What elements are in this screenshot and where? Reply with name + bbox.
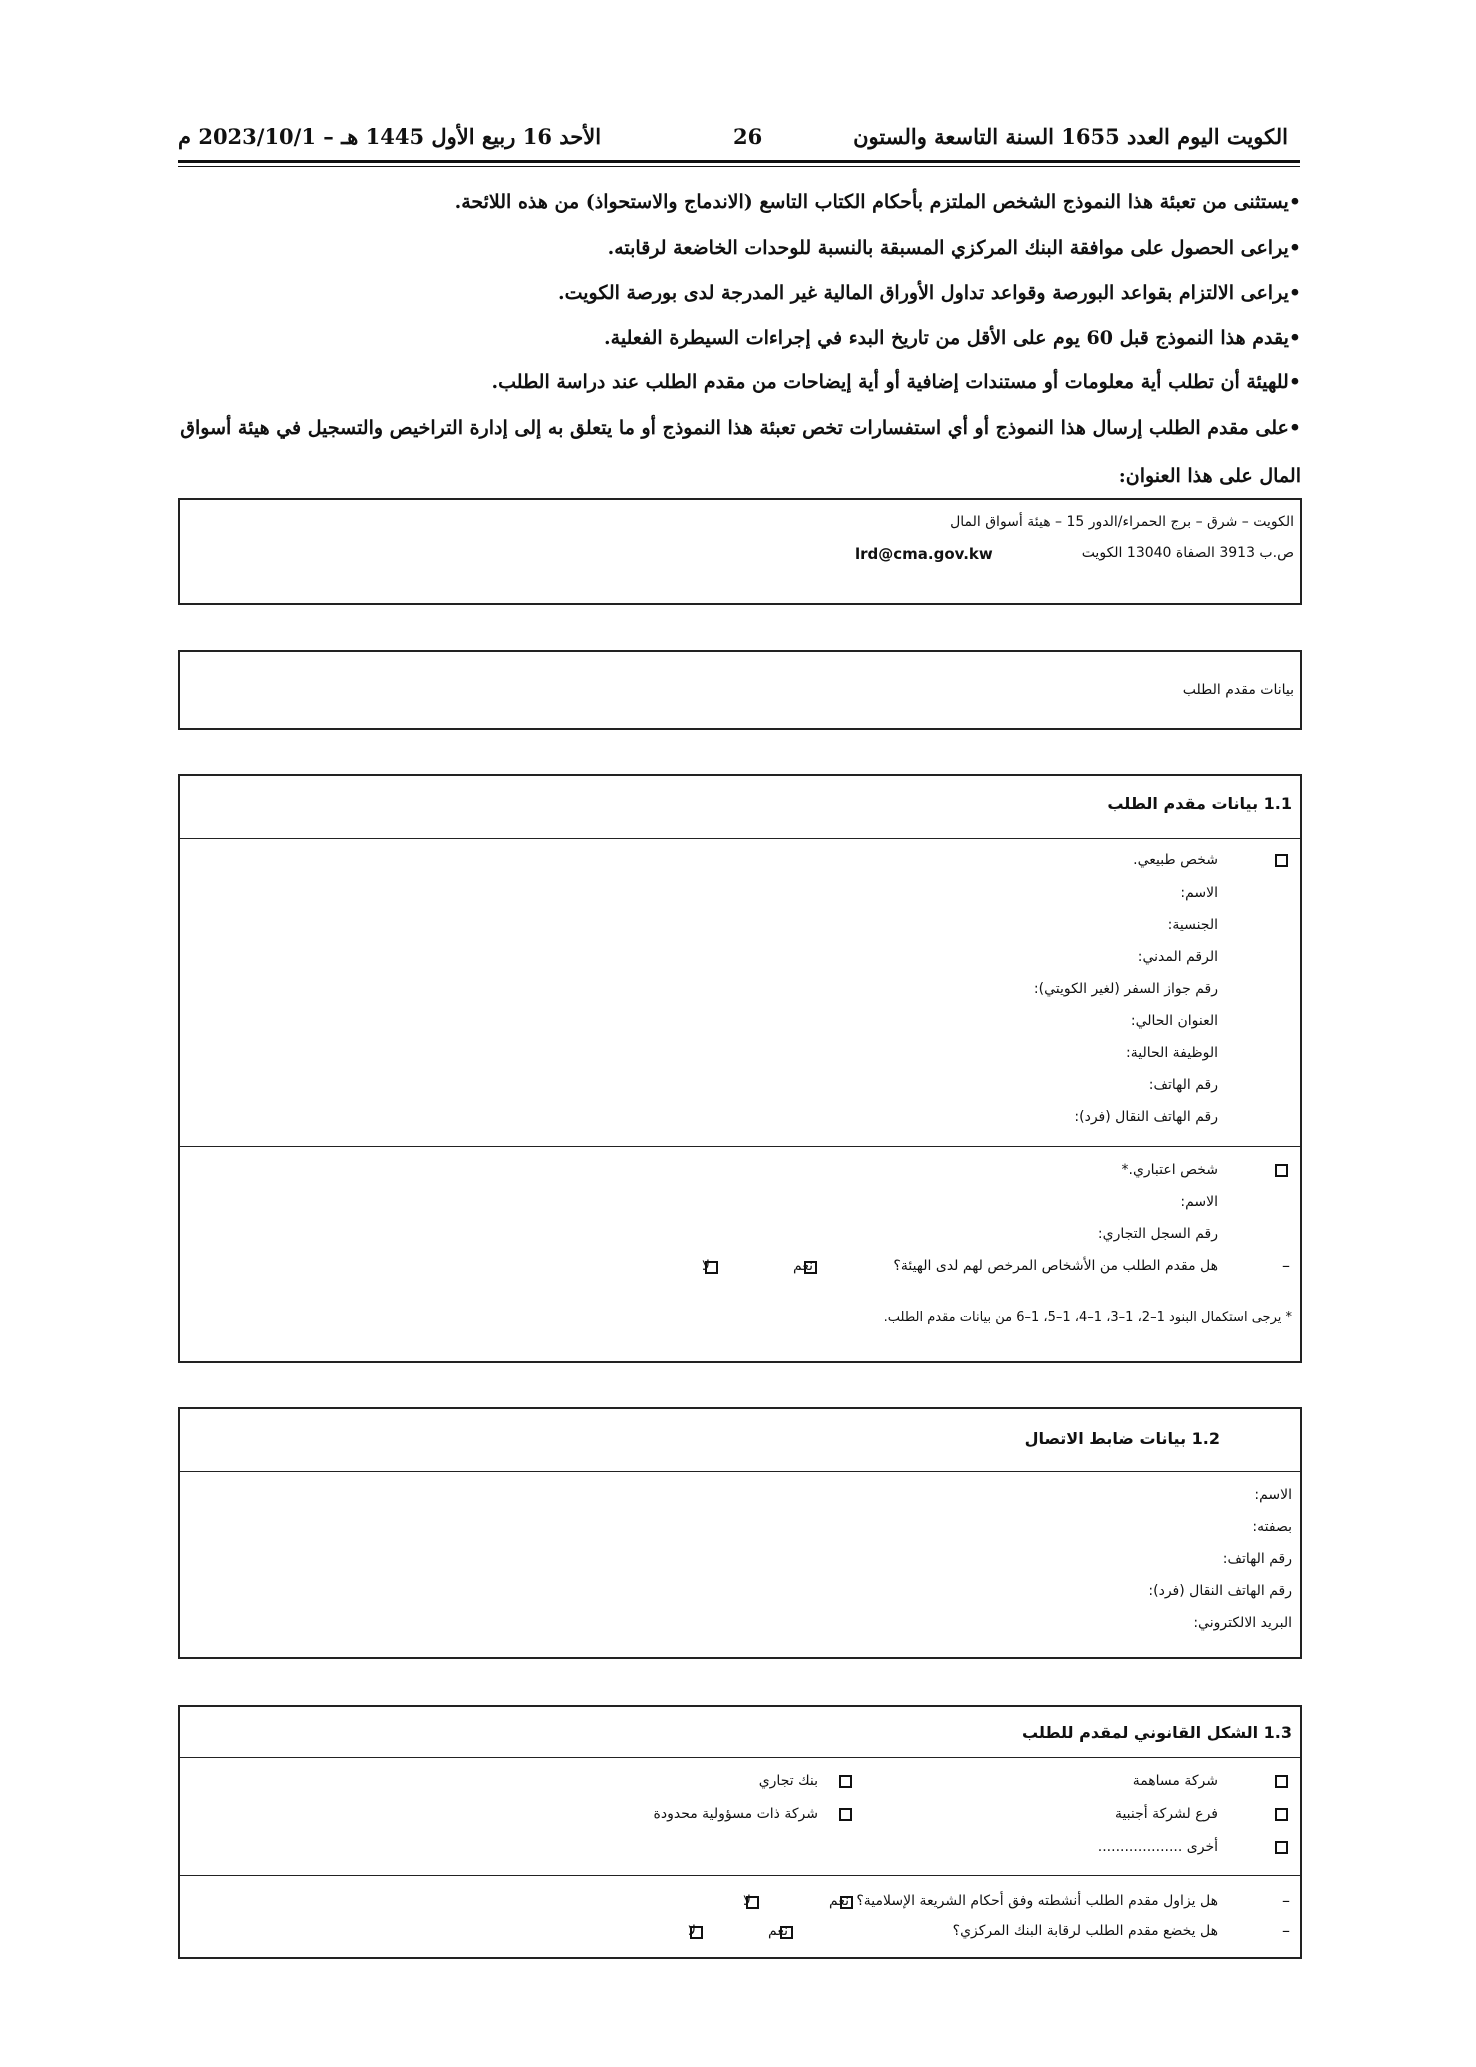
field-phone: رقم الهاتف: — [1148, 1077, 1218, 1093]
note-2: •يراعى الحصول على موافقة البنك المركزي المسبقة بالنسبة للوحدات الخاضعة لرقابته. — [607, 237, 1301, 259]
section-1-1-title: 1.1 بيانات مقدم الطلب — [1107, 794, 1292, 813]
contact-mobile: رقم الهاتف النقال (فرد): — [1148, 1583, 1292, 1599]
contact-name: الاسم: — [1254, 1487, 1292, 1503]
field-address: العنوان الحالي: — [1130, 1013, 1218, 1029]
foreign-branch-label: فرع لشركة أجنبية — [1114, 1806, 1218, 1822]
divider — [180, 1146, 1300, 1147]
llc-label: شركة ذات مسؤولية محدودة — [653, 1806, 818, 1822]
issue-date: الأحد 16 ربيع الأول 1445 هـ – 2023/10/1 م — [178, 124, 602, 149]
divider — [180, 1757, 1300, 1758]
natural-person-label: شخص طبيعي. — [1133, 852, 1218, 868]
section-1-1-box — [178, 774, 1302, 1363]
cbk-yes-label: نعم — [768, 1923, 788, 1939]
address-box — [178, 498, 1302, 605]
commercial-bank-checkbox[interactable] — [839, 1775, 852, 1788]
cbk-question: هل يخضع مقدم الطلب لرقابة البنك المركزي؟ — [952, 1923, 1218, 1939]
note-5: •للهيئة أن تطلب أية معلومات أو مستندات إضافية أو أية إيضاحات من مقدم الطلب عند دراسة الطلب. — [491, 371, 1301, 393]
page-number: 26 — [733, 124, 763, 149]
note-3: •يراعى الالتزام بقواعد البورصة وقواعد تداول الأوراق المالية غير المدرجة لدى بورصة الكويت. — [558, 282, 1301, 304]
cbk-no-label: لا — [688, 1923, 696, 1939]
foreign-branch-checkbox[interactable] — [1275, 1808, 1288, 1821]
note-4: •يقدم هذا النموذج قبل 60 يوم على الأقل من تاريخ البدء في إجراءات السيطرة الفعلية. — [604, 327, 1301, 349]
joint-stock-label: شركة مساهمة — [1132, 1773, 1218, 1789]
divider — [180, 838, 1300, 839]
applicant-heading-box — [178, 650, 1302, 730]
applicant-heading: بيانات مقدم الطلب — [1182, 682, 1294, 698]
contact-capacity: بصفته: — [1252, 1519, 1292, 1535]
sharia-no-label: لا — [743, 1893, 751, 1909]
po-box: ص.ب 3913 الصفاة 13040 الكويت — [1081, 545, 1294, 561]
other-label: أخرى ................... — [1097, 1839, 1218, 1855]
field-legal-name: الاسم: — [1180, 1194, 1218, 1210]
header-rule-thin — [178, 166, 1300, 167]
footnote: * يرجى استكمال البنود 1–2، 1–3، 1–4، 1–5، 1–6 من بيانات مقدم الطلب. — [883, 1310, 1292, 1325]
contact-phone: رقم الهاتف: — [1222, 1551, 1292, 1567]
dash-bullet: – — [1282, 1921, 1290, 1940]
licensed-no-label: لا — [702, 1258, 710, 1274]
header-rule — [178, 160, 1300, 163]
field-civil-id: الرقم المدني: — [1137, 949, 1218, 965]
llc-checkbox[interactable] — [839, 1808, 852, 1821]
natural-person-checkbox[interactable] — [1275, 854, 1288, 867]
legal-person-checkbox[interactable] — [1275, 1164, 1288, 1177]
note-1: •يستثنى من تعبئة هذا النموذج الشخص الملتزم بأحكام الكتاب التاسع (الاندماج والاستحواذ) من هذه اللائحة. — [454, 191, 1301, 213]
page-header — [178, 124, 1288, 154]
address-line: الكويت – شرق – برج الحمراء/الدور 15 – هيئة أسواق المال — [950, 514, 1294, 530]
sharia-question: هل يزاول مقدم الطلب أنشطته وفق أحكام الشريعة الإسلامية؟ — [856, 1893, 1218, 1909]
field-mobile: رقم الهاتف النقال (فرد): — [1074, 1109, 1218, 1125]
field-nationality: الجنسية: — [1167, 917, 1218, 933]
note-6: •على مقدم الطلب إرسال هذا النموذج أو أي استفسارات تخص تعبئة هذا النموذج أو ما يتعلق به إلى إدارة التراخيص والتسجيل في هيئة أسواق المال على هذا العنوان: — [180, 417, 1301, 487]
field-commercial-register: رقم السجل التجاري: — [1097, 1226, 1218, 1242]
publication-title: الكويت اليوم العدد 1655 السنة التاسعة والستون — [853, 124, 1288, 149]
commercial-bank-label: بنك تجاري — [758, 1773, 818, 1789]
legal-person-label: شخص اعتباري.* — [1121, 1162, 1218, 1178]
sharia-yes-label: نعم — [829, 1893, 849, 1909]
other-checkbox[interactable] — [1275, 1841, 1288, 1854]
section-1-2-box — [178, 1407, 1302, 1659]
section-1-3-title: 1.3 الشكل القانوني لمقدم للطلب — [1021, 1723, 1292, 1742]
field-job: الوظيفة الحالية: — [1126, 1045, 1218, 1061]
contact-email[interactable]: lrd@cma.gov.kw — [855, 545, 993, 563]
licensed-question: هل مقدم الطلب من الأشخاص المرخص لهم لدى الهيئة؟ — [893, 1258, 1218, 1274]
contact-email: البريد الالكتروني: — [1193, 1615, 1292, 1631]
section-1-3-box — [178, 1705, 1302, 1959]
dash-bullet: – — [1282, 1256, 1290, 1275]
field-passport: رقم جواز السفر (لغير الكويتي): — [1033, 981, 1218, 997]
divider — [180, 1471, 1300, 1472]
section-1-2-title: 1.2 بيانات ضابط الاتصال — [1024, 1429, 1220, 1448]
divider — [180, 1875, 1300, 1876]
dash-bullet: – — [1282, 1891, 1290, 1910]
licensed-yes-label: نعم — [793, 1258, 813, 1274]
field-name: الاسم: — [1180, 885, 1218, 901]
joint-stock-checkbox[interactable] — [1275, 1775, 1288, 1788]
